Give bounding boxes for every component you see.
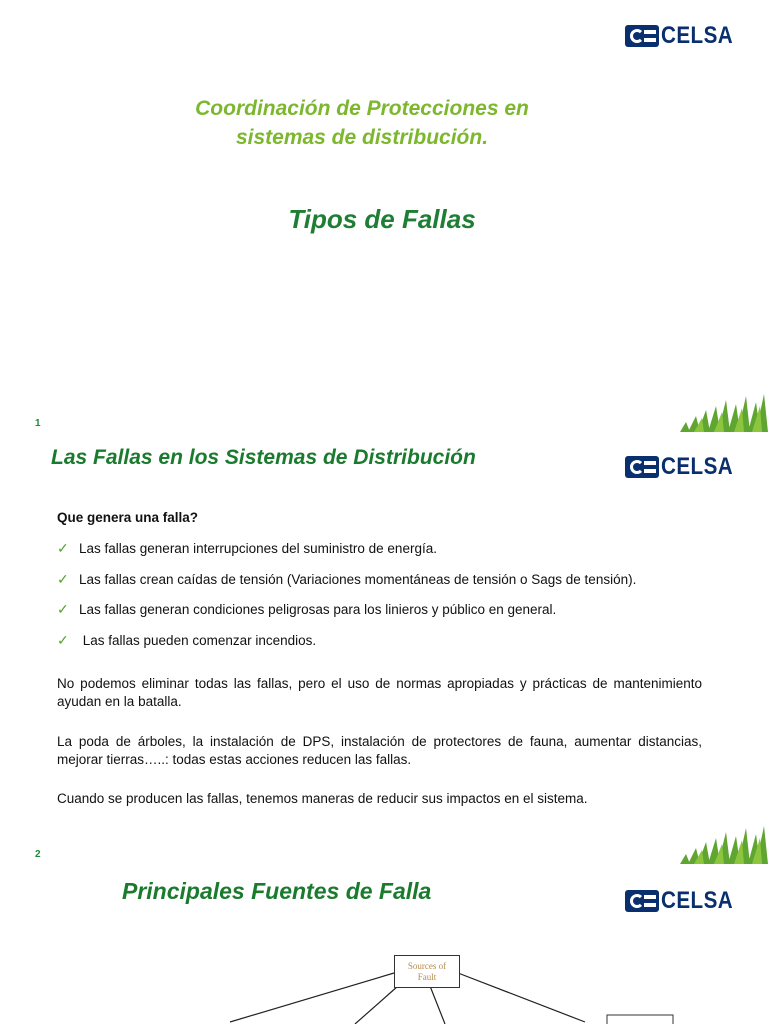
celsa-logo	[625, 453, 745, 481]
celsa-logo-icon	[625, 25, 659, 47]
paragraph-3: Cuando se producen las fallas, tenemos maneras de reducir sus impactos en el sistema.	[57, 791, 588, 806]
list-item	[57, 539, 437, 558]
celsa-logo	[625, 22, 745, 50]
diagram-connector	[230, 973, 394, 1022]
paragraph-2: La poda de árboles, la instalación de DPS, instalación de protectores de fauna, aumentar distancias, mejorar tierras…..: todas estas acciones reducen las fallas.	[57, 734, 702, 767]
list-item-text: Las fallas generan condiciones peligrosas para los linieros y público en general.	[79, 602, 557, 617]
question-heading: Que genera una falla?	[57, 510, 199, 525]
slide-2	[0, 438, 768, 870]
list-item	[57, 600, 556, 619]
presentation-title	[0, 94, 724, 152]
list-item-text: Las fallas pueden comenzar incendios.	[79, 633, 317, 648]
grass-decoration	[676, 392, 768, 434]
presentation-title-line-2: sistemas de distribución.	[235, 126, 489, 149]
list-item-text: Las fallas generan interrupciones del suministro de energía.	[79, 541, 437, 556]
checkmark-icon: ✓	[57, 632, 69, 648]
diagram-root-label-line-2: Fault	[417, 971, 437, 982]
diagram-connector	[458, 973, 585, 1022]
checkmark-icon: ✓	[57, 540, 69, 556]
checkmark-icon: ✓	[57, 601, 69, 617]
section-title: Tipos de Fallas	[288, 204, 476, 234]
presentation-title-line-1: Coordinación de Protecciones en	[195, 97, 529, 120]
list-item	[57, 570, 636, 589]
diagram-root-label-line-1: Sources of	[407, 960, 447, 971]
slide-2-title: Las Fallas en los Sistemas de Distribución	[51, 446, 476, 469]
diagram-box-partial	[607, 1015, 673, 1024]
celsa-logo-text: CELSA	[661, 453, 734, 480]
page-number-2: 2	[35, 849, 41, 860]
fault-sources-diagram	[0, 870, 768, 1024]
slide-1	[0, 0, 768, 438]
page-number-1: 1	[35, 418, 41, 429]
slide-3-title: Principales Fuentes de Falla	[122, 878, 432, 904]
grass-decoration	[676, 824, 768, 866]
celsa-logo-icon	[625, 456, 659, 478]
slide-3	[0, 870, 768, 1024]
diagram-root-node	[394, 955, 460, 988]
list-item-text: Las fallas crean caídas de tensión (Variaciones momentáneas de tensión o Sags de tensión).	[79, 572, 637, 587]
checkmark-icon: ✓	[57, 571, 69, 587]
celsa-logo-text: CELSA	[661, 22, 734, 49]
diagram-connector	[430, 986, 445, 1024]
celsa-logo-text: CELSA	[661, 887, 734, 914]
diagram-connector	[355, 986, 398, 1024]
paragraph-1: No podemos eliminar todas las fallas, pero el uso de normas apropiadas y prácticas de mantenimiento ayudan en la batalla.	[57, 676, 702, 709]
list-item	[57, 631, 316, 650]
